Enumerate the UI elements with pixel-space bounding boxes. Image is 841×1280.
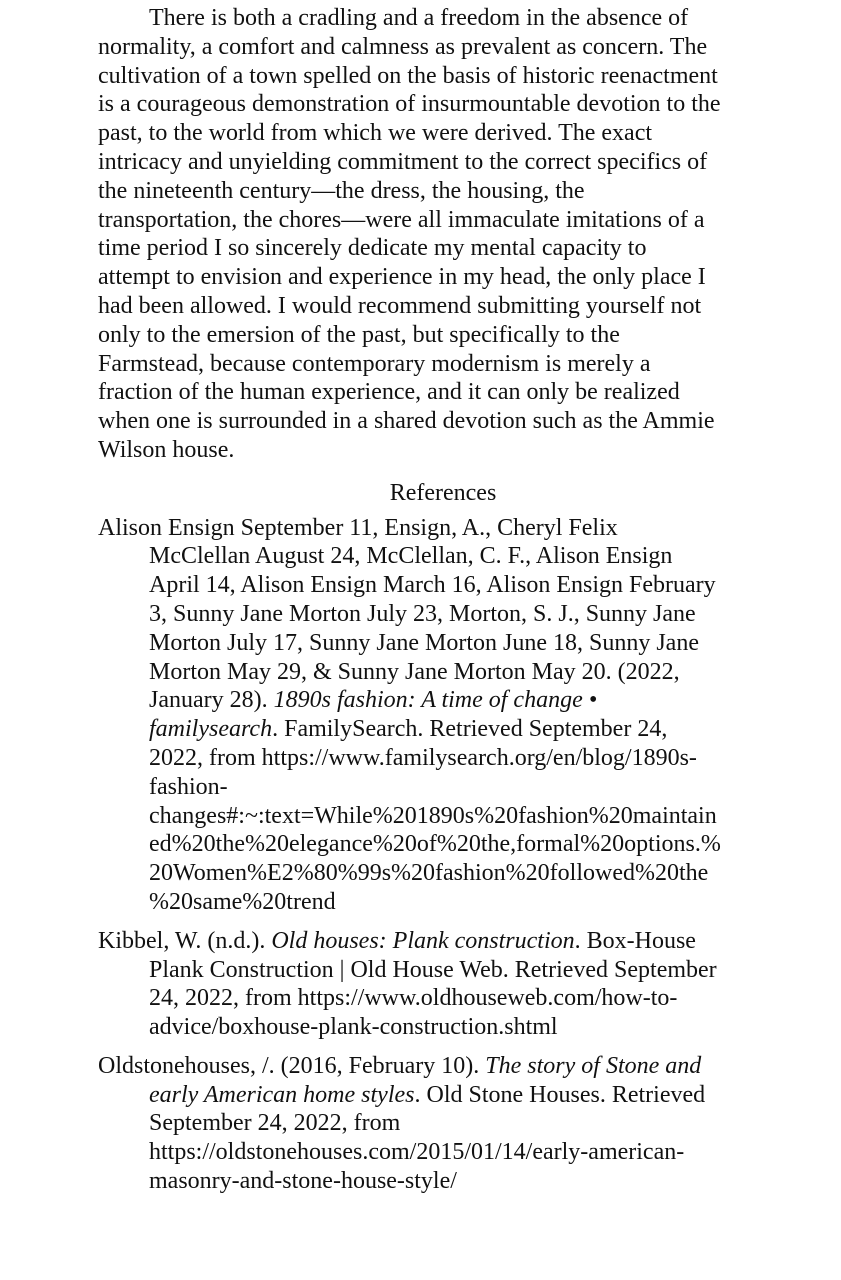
reference-line [98,715,758,744]
reference-source: . Old Stone Houses. Retrieved [414,1081,706,1108]
paragraph-line: is a courageous demonstration of insurmountable devotion to the [98,91,721,118]
reference-url-line: https://oldstonehouses.com/2015/01/14/early-american- [149,1139,685,1166]
paragraph-line: time period I so sincerely dedicate my mental capacity to [98,235,647,262]
reference-entry-kibbel [98,927,758,1042]
reference-url-line: masonry-and-stone-house-style/ [149,1168,457,1195]
reference-line: September 24, 2022, from [149,1110,401,1137]
reference-line: 3, Sunny Jane Morton July 23, Morton, S. J., Sunny Jane [149,600,696,627]
reference-line [98,927,758,956]
paragraph-line: normality, a comfort and calmness as prevalent as concern. The [98,33,708,60]
paragraph-line: attempt to envision and experience in my head, the only place I [98,264,706,291]
reference-source: . Box-House [574,927,696,954]
paragraph-line: transportation, the chores—were all immaculate imitations of a [98,206,705,233]
paragraph-line: intricacy and unyielding commitment to the correct specifics of [98,148,708,175]
reference-line: McClellan August 24, McClellan, C. F., Alison Ensign [149,543,673,570]
paragraph-line: when one is surrounded in a shared devotion such as the Ammie [98,408,715,435]
references-heading: References [389,479,497,506]
reference-entry-familysearch [98,514,758,917]
paragraph-line: Wilson house. [98,436,235,463]
reference-line: Morton July 17, Sunny Jane Morton June 18, Sunny Jane [149,629,699,656]
reference-url-line: fashion- [149,773,228,800]
reference-author: Oldstonehouses, /. (2016, February 10). [98,1052,486,1079]
reference-line: Plank Construction | Old House Web. Retrieved September [149,956,717,983]
reference-title: The story of Stone and [485,1052,702,1079]
reference-line: April 14, Alison Ensign March 16, Alison Ensign February [149,572,716,599]
reference-title: early American home styles [149,1081,415,1108]
reference-source: . FamilySearch. Retrieved September 24, [272,716,668,743]
paragraph-line: There is both a cradling and a freedom in the absence of [149,5,689,31]
reference-url-line: changes#:~:text=While%201890s%20fashion%20maintain [149,802,717,829]
reference-line: Alison Ensign September 11, Ensign, A., Cheryl Felix [98,514,618,541]
reference-title: familysearch [149,716,273,743]
reference-url-line: 2022, from https://www.familysearch.org/en/blog/1890s- [149,744,697,771]
reference-title: Old houses: Plank construction [271,927,575,954]
reference-url-line: advice/boxhouse-plank-construction.shtml [149,1014,558,1041]
document-page [98,4,758,1206]
reference-date: January 28). [149,687,274,714]
paragraph-line: the nineteenth century—the dress, the housing, the [98,177,585,204]
reference-entry-oldstonehouses [98,1052,758,1196]
paragraph-line: past, to the world from which we were derived. The exact [98,120,653,147]
paragraph-line: had been allowed. I would recommend submitting yourself not [98,292,702,319]
reference-author: Kibbel, W. (n.d.). [98,927,272,954]
paragraph-line: cultivation of a town spelled on the basis of historic reenactment [98,62,718,89]
reference-url-line: 20Women%E2%80%99s%20fashion%20followed%20the [149,860,709,887]
closing-paragraph [98,4,758,465]
reference-url-line: 24, 2022, from https://www.oldhouseweb.com/how-to- [149,985,678,1012]
paragraph-line: only to the emersion of the past, but specifically to the [98,321,620,348]
reference-line [98,1052,758,1081]
reference-line [98,686,758,715]
reference-url-line: ed%20the%20elegance%20of%20the,formal%20options.% [149,831,721,858]
paragraph-line: Farmstead, because contemporary modernism is merely a [98,350,651,377]
reference-line [98,1081,758,1110]
reference-title: 1890s fashion: A time of change • [273,687,598,714]
reference-url-line: %20same%20trend [149,888,336,915]
reference-line: Morton May 29, & Sunny Jane Morton May 20. (2022, [149,658,680,685]
paragraph-line: fraction of the human experience, and it can only be realized [98,379,680,406]
